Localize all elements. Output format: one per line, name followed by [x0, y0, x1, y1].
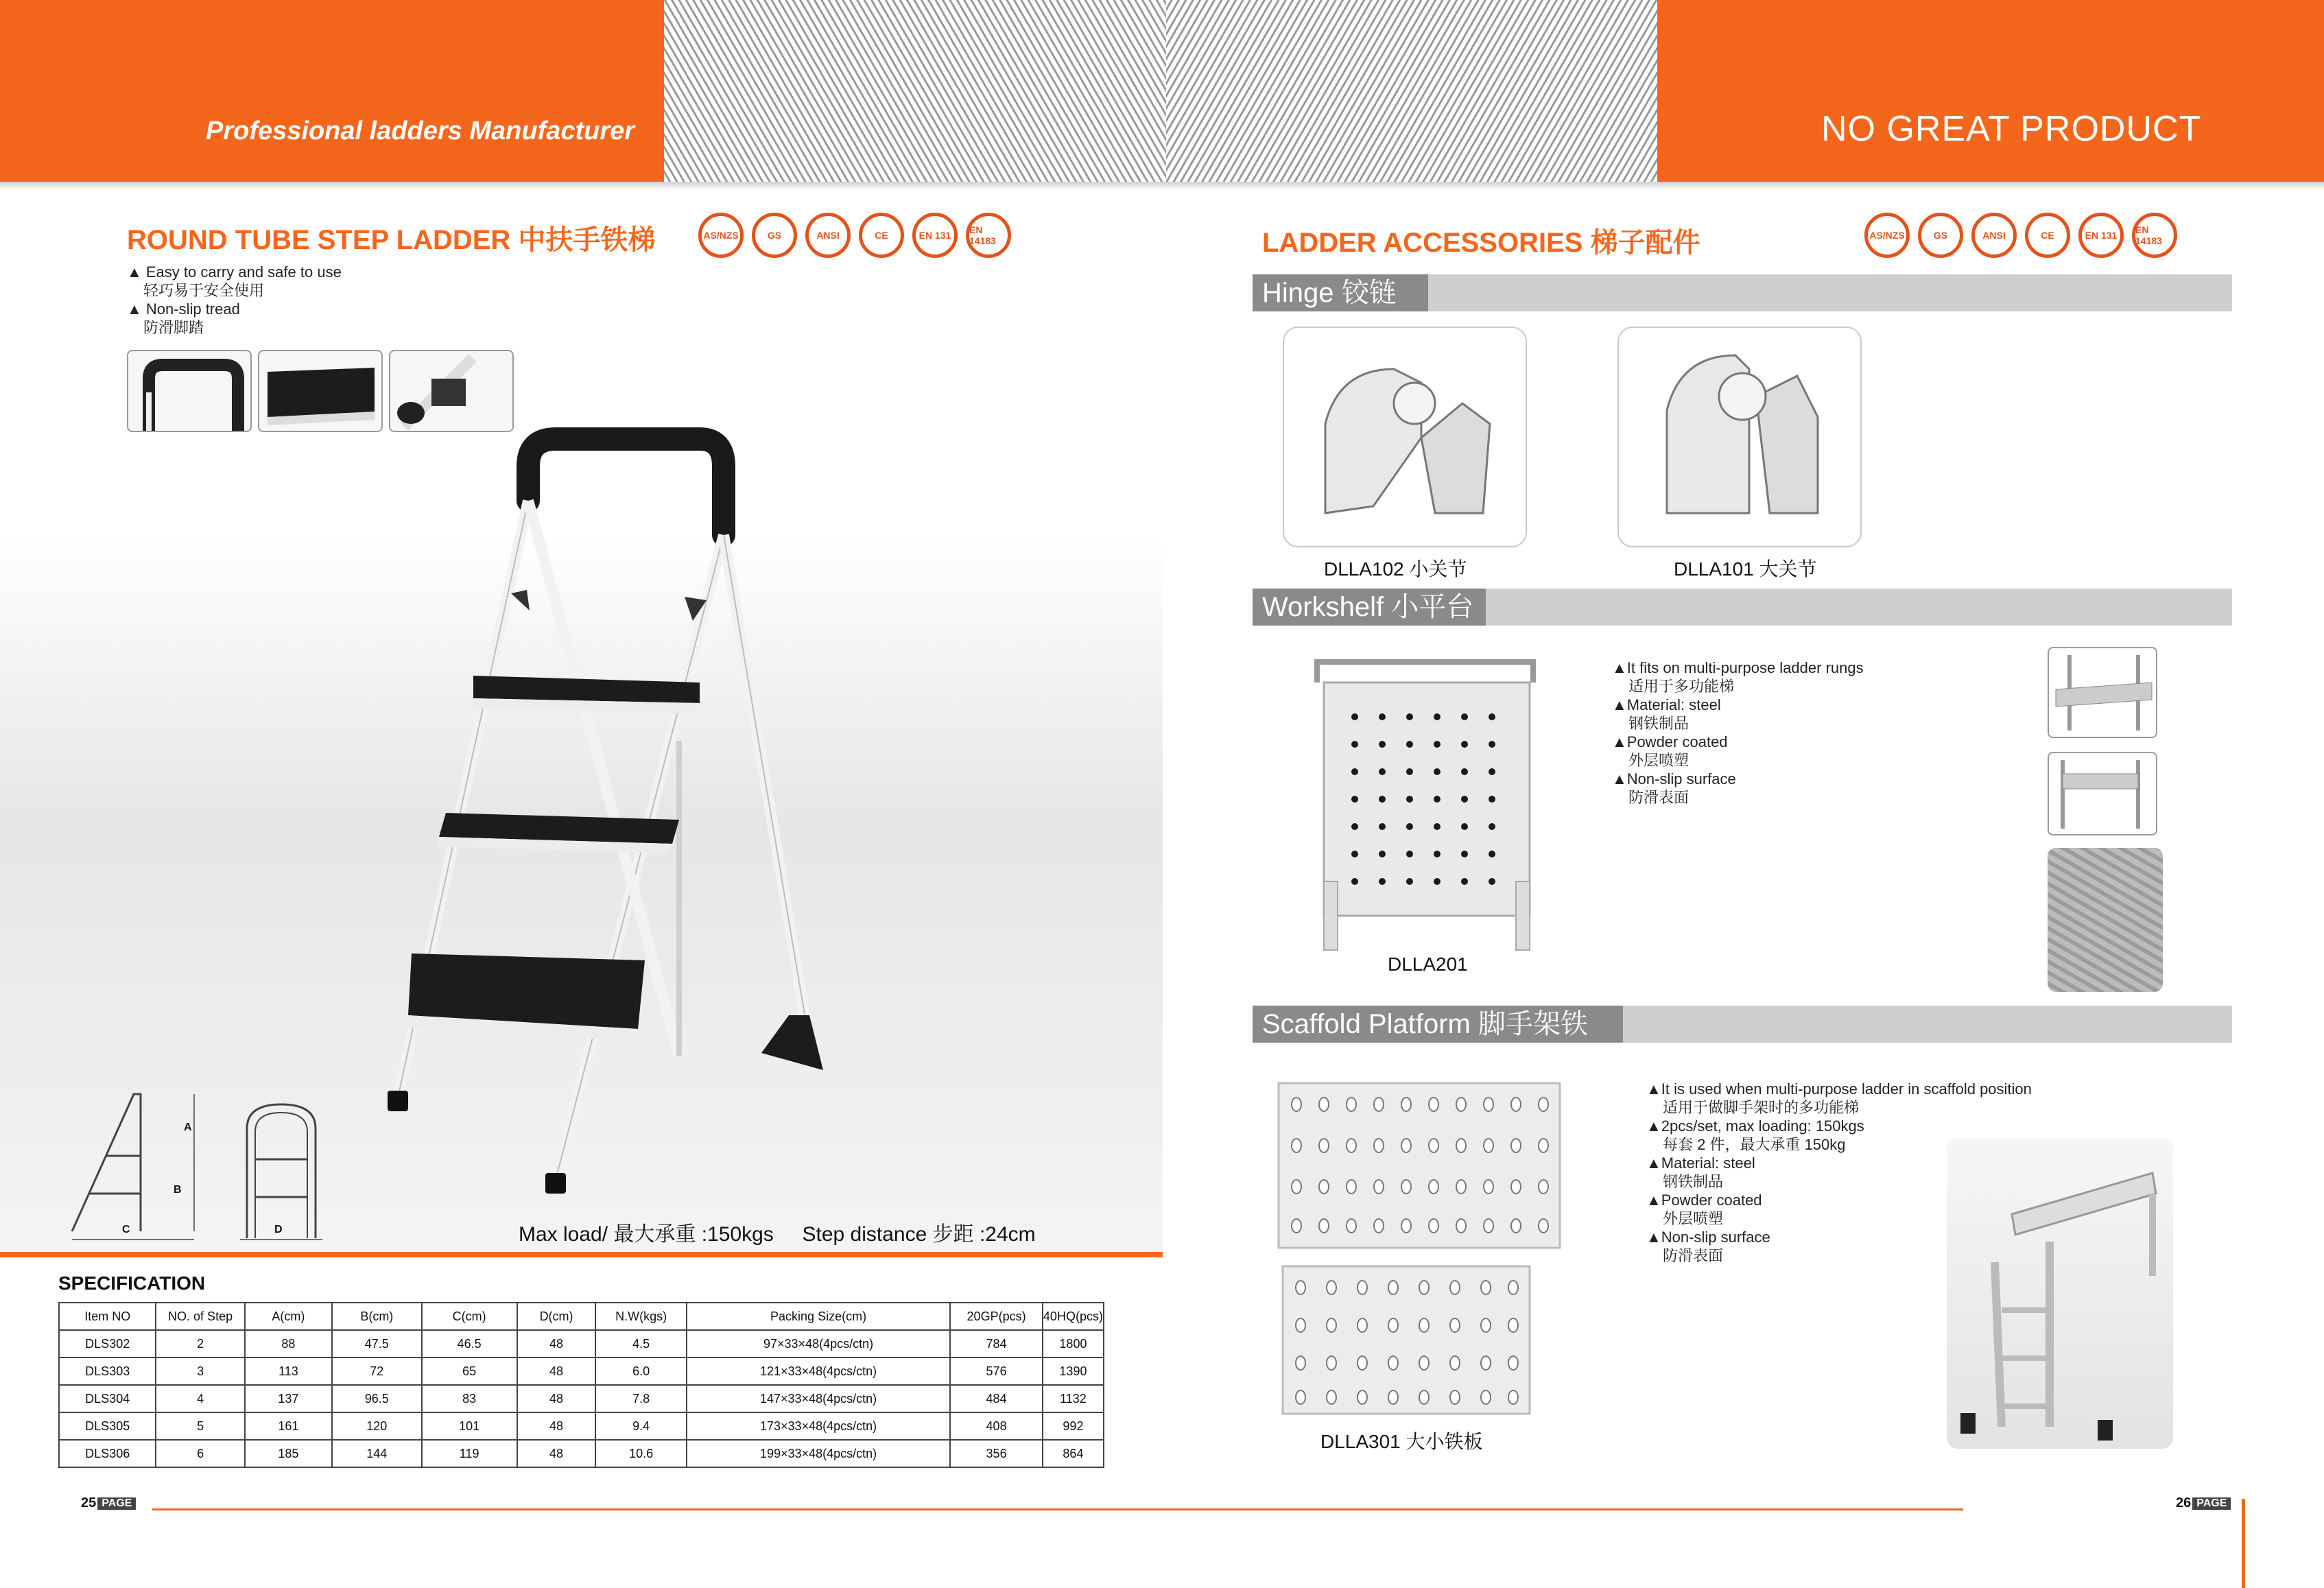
- table-header: C(cm): [422, 1303, 517, 1330]
- gs-cert-icon: GS: [1918, 213, 1963, 258]
- table-header-row: [59, 1303, 1104, 1330]
- table-cell: 408: [950, 1412, 1043, 1440]
- feature-line-cn: 外层喷塑: [1663, 1210, 1724, 1227]
- scaffold-usage-photo: [1947, 1139, 2173, 1449]
- table-cell: DLS306: [59, 1440, 156, 1467]
- front-view-diagram: [237, 1101, 326, 1242]
- table-header: B(cm): [332, 1303, 421, 1330]
- asnzs-cert-icon: AS/NZS: [1864, 213, 1910, 258]
- feature-line-cn: 轻巧易于安全使用: [143, 282, 265, 299]
- table-cell: 48: [517, 1412, 596, 1440]
- table-cell: 173×33×48(4pcs/ctn): [687, 1412, 950, 1440]
- table-cell: 3: [156, 1358, 244, 1385]
- dimension-label-b: B: [174, 1184, 182, 1196]
- ansi-cert-icon: ANSI: [805, 213, 851, 258]
- table-cell: 48: [517, 1330, 596, 1358]
- table-cell: 356: [950, 1440, 1043, 1467]
- scaffold-section-bar: [1253, 1006, 2232, 1076]
- table-cell: 47.5: [332, 1330, 421, 1358]
- table-cell: 7.8: [595, 1385, 687, 1412]
- table-cell: 137: [245, 1385, 332, 1412]
- right-page-title: LADDER ACCESSORIES 梯子配件: [1262, 228, 1700, 258]
- table-header: A(cm): [245, 1303, 332, 1330]
- table-cell: 4.5: [595, 1330, 687, 1358]
- left-divider-bar: [0, 1252, 1163, 1257]
- table-cell: 992: [1043, 1412, 1104, 1440]
- scaffold-plank-large: [1276, 1080, 1564, 1252]
- asnzs-cert-icon: AS/NZS: [698, 213, 744, 258]
- table-cell: 119: [422, 1440, 517, 1467]
- table-cell: DLS303: [59, 1358, 156, 1385]
- table-cell: 65: [422, 1358, 517, 1385]
- table-header: 20GP(pcs): [950, 1303, 1043, 1330]
- page-tag: PAGE: [97, 1497, 136, 1510]
- hinge-photo-small: [1283, 327, 1527, 547]
- table-cell: 101: [422, 1412, 517, 1440]
- left-feature-list: [127, 263, 342, 337]
- table-cell: 185: [245, 1440, 332, 1467]
- table-cell: 576: [950, 1358, 1043, 1385]
- table-cell: 113: [245, 1358, 332, 1385]
- table-cell: 10.6: [595, 1440, 687, 1467]
- scaffold-section-label: Scaffold Platform 脚手架铁板: [1253, 1006, 1623, 1043]
- table-cell: 48: [517, 1385, 596, 1412]
- certification-badges-right: [1864, 213, 2177, 258]
- hinge-caption-large: DLLA101 大关节: [1674, 558, 1817, 580]
- ce-cert-icon: CE: [2025, 213, 2070, 258]
- table-header: Packing Size(cm): [687, 1303, 950, 1330]
- table-cell: 48: [517, 1358, 596, 1385]
- table-cell: 5: [156, 1412, 244, 1440]
- table-cell: 88: [245, 1330, 332, 1358]
- table-header: Item NO: [59, 1303, 156, 1330]
- load-and-step-specs: Max load/ 最大承重 :150kgs Step distance 步距 :24cm: [519, 1223, 1036, 1246]
- table-cell: DLS305: [59, 1412, 156, 1440]
- table-header: D(cm): [517, 1303, 596, 1330]
- page-number: 26: [2176, 1495, 2192, 1510]
- table-cell: 784: [950, 1330, 1043, 1358]
- table-cell: 83: [422, 1385, 517, 1412]
- footer-rule: [152, 1508, 1963, 1510]
- table-cell: 72: [332, 1358, 421, 1385]
- table-cell: DLS302: [59, 1330, 156, 1358]
- header-shadow: [0, 182, 2324, 190]
- table-cell: 161: [245, 1412, 332, 1440]
- table-cell: 46.5: [422, 1330, 517, 1358]
- page-number: 25: [81, 1495, 97, 1510]
- table-cell: 121×33×48(4pcs/ctn): [687, 1358, 950, 1385]
- workshelf-photo: [1307, 648, 1540, 957]
- workshelf-feature-list: [1612, 659, 1864, 807]
- table-cell: 48: [517, 1440, 596, 1467]
- feature-line: ▲ Easy to carry and safe to use: [127, 263, 342, 281]
- page-number-right: [2176, 1495, 2231, 1511]
- table-cell: 199×33×48(4pcs/ctn): [687, 1440, 950, 1467]
- table-row: [59, 1358, 1104, 1385]
- table-cell: 1800: [1043, 1330, 1104, 1358]
- en14183-cert-icon: EN 14183: [2132, 213, 2177, 258]
- feature-line: ▲Powder coated: [1612, 733, 1728, 750]
- feature-line-cn: 适用于做脚手架时的多功能梯: [1663, 1099, 1860, 1116]
- table-header: N.W(kgs): [595, 1303, 687, 1330]
- table-cell: 6: [156, 1440, 244, 1467]
- table-cell: 147×33×48(4pcs/ctn): [687, 1385, 950, 1412]
- table-cell: 97×33×48(4pcs/ctn): [687, 1330, 950, 1358]
- feature-line: ▲Non-slip surface: [1646, 1229, 1770, 1246]
- detail-thumbnail-tread: [258, 350, 383, 432]
- workshelf-caption: DLLA201: [1388, 953, 1468, 975]
- table-cell: 96.5: [332, 1385, 421, 1412]
- hinge-section-label: Hinge 铰链: [1253, 274, 1428, 311]
- page-tag: PAGE: [2192, 1497, 2231, 1510]
- page-number-left: [81, 1495, 136, 1511]
- feature-line: ▲Material: steel: [1646, 1154, 1755, 1172]
- dimension-label-a: A: [184, 1122, 192, 1133]
- table-header: 40HQ(pcs): [1043, 1303, 1104, 1330]
- table-cell: 2: [156, 1330, 244, 1358]
- side-view-diagram: [65, 1087, 216, 1242]
- hinge-photo-large: [1617, 327, 1862, 547]
- scaffold-plank-small: [1280, 1264, 1534, 1418]
- feature-line: ▲Powder coated: [1646, 1192, 1762, 1209]
- workshelf-usage-photo-1: [2048, 647, 2157, 738]
- table-header: NO. of Step: [156, 1303, 244, 1330]
- header-band-left: [0, 0, 664, 182]
- table-row: [59, 1440, 1104, 1467]
- table-cell: 484: [950, 1385, 1043, 1412]
- en131-cert-icon: EN 131: [912, 213, 958, 258]
- detail-thumbnail-foot: [389, 350, 514, 432]
- header-tagline-right: NO GREAT PRODUCT: [1821, 109, 2202, 149]
- feature-line-cn: 适用于多功能梯: [1628, 678, 1735, 695]
- corner-accent: [2242, 1499, 2245, 1588]
- table-cell: 4: [156, 1385, 244, 1412]
- certification-badges-left: [698, 213, 1011, 258]
- table-row: [59, 1330, 1104, 1358]
- en14183-cert-icon: EN 14183: [966, 213, 1011, 258]
- table-cell: 6.0: [595, 1358, 687, 1385]
- table-row: [59, 1412, 1104, 1440]
- detail-thumbnail-handle: [127, 350, 252, 432]
- dimension-label-c: C: [122, 1224, 130, 1235]
- workshelf-section-label: Workshelf 小平台: [1253, 589, 1486, 626]
- feature-line-cn: 防滑脚踏: [143, 319, 204, 336]
- feature-line-cn: 防滑表面: [1663, 1247, 1724, 1264]
- ansi-cert-icon: ANSI: [1971, 213, 2017, 258]
- left-page-title: ROUND TUBE STEP LADDER 中扶手铁梯: [127, 225, 656, 255]
- step-ladder-photo: [370, 425, 864, 1207]
- table-cell: 1390: [1043, 1358, 1104, 1385]
- workshelf-usage-photo-3: [2048, 848, 2163, 992]
- specification-title: SPECIFICATION: [58, 1272, 206, 1294]
- workshelf-section-bar: [1253, 589, 2232, 626]
- feature-line: ▲Material: steel: [1612, 696, 1721, 713]
- header-tagline-left: Professional ladders Manufacturer: [206, 117, 635, 145]
- header-band-right: [1657, 0, 2324, 182]
- feature-line-cn: 钢铁制品: [1663, 1173, 1724, 1190]
- feature-line-cn: 钢铁制品: [1628, 715, 1689, 732]
- feature-line: ▲It is used when multi-purpose ladder in scaffold position: [1646, 1080, 2032, 1098]
- feature-line-cn: 防滑表面: [1628, 789, 1689, 806]
- table-cell: 144: [332, 1440, 421, 1467]
- specification-table: [58, 1302, 1104, 1468]
- hinge-caption-small: DLLA102 小关节: [1324, 558, 1467, 580]
- scaffold-caption: DLLA301 大小铁板: [1320, 1431, 1483, 1452]
- workshelf-usage-photo-2: [2048, 752, 2157, 836]
- hinge-section-bar: [1253, 274, 2232, 311]
- table-cell: 1132: [1043, 1385, 1104, 1412]
- feature-line: ▲Non-slip surface: [1612, 770, 1736, 787]
- en131-cert-icon: EN 131: [2078, 213, 2124, 258]
- feature-line-cn: 外层喷塑: [1628, 752, 1689, 769]
- table-cell: 120: [332, 1412, 421, 1440]
- feature-line: ▲It fits on multi-purpose ladder rungs: [1612, 659, 1864, 676]
- table-cell: 9.4: [595, 1412, 687, 1440]
- table-row: [59, 1385, 1104, 1412]
- feature-line: ▲ Non-slip tread: [127, 300, 240, 318]
- ce-cert-icon: CE: [859, 213, 904, 258]
- feature-line-cn: 每套 2 件，最大承重 150kg: [1663, 1136, 1846, 1153]
- feature-line: ▲2pcs/set, max loading: 150kgs: [1646, 1117, 1864, 1135]
- header-pattern-right: [1166, 0, 1657, 182]
- table-cell: 864: [1043, 1440, 1104, 1467]
- dimension-label-d: D: [274, 1224, 283, 1235]
- table-cell: DLS304: [59, 1385, 156, 1412]
- gs-cert-icon: GS: [752, 213, 797, 258]
